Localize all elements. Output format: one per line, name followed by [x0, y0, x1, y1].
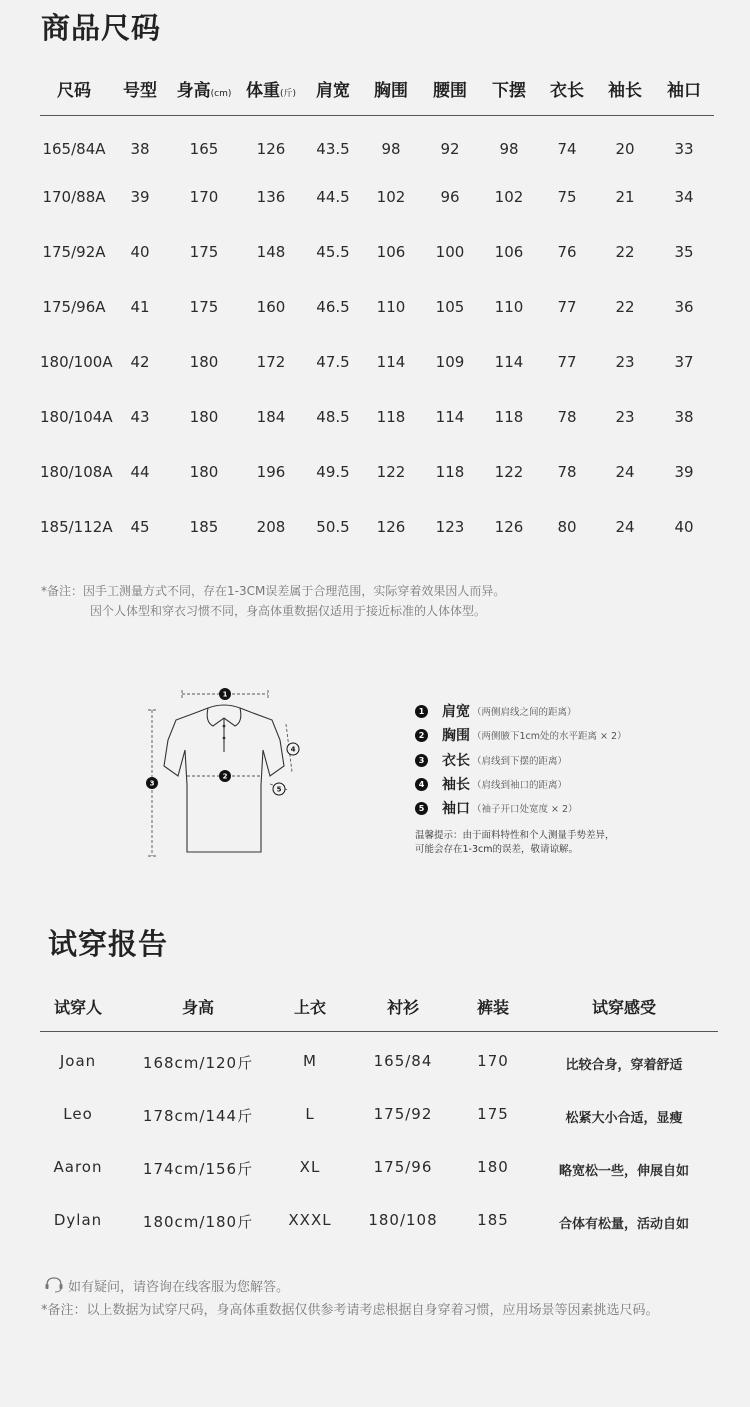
- size-cell: 80: [557, 518, 577, 536]
- trial-cell: 略宽松一些，伸展自如: [558, 1164, 689, 1179]
- size-note-line2: 因个人体型和穿衣习惯不同，身高体重数据仅适用于接近标准的人体体型。: [90, 604, 487, 618]
- customer-service-icon: [44, 1276, 64, 1293]
- trial-cell: 180cm/180斤: [142, 1213, 254, 1231]
- size-cell: 41: [130, 298, 150, 316]
- size-cell: 33: [674, 140, 694, 158]
- size-cell: 77: [557, 298, 577, 316]
- size-cell: 114: [494, 353, 524, 371]
- size-cell: 76: [557, 243, 577, 261]
- header-pants: 裤装: [476, 998, 509, 1017]
- size-cell: 34: [674, 188, 694, 206]
- size-cell: 100: [435, 243, 465, 261]
- size-cell: 24: [615, 463, 635, 481]
- size-cell: 98: [499, 140, 519, 158]
- header-height: 身高(cm): [176, 81, 232, 101]
- size-cell: 185/112A: [40, 518, 113, 536]
- size-cell: 48.5: [316, 408, 350, 426]
- legend-number-badge: 3: [415, 754, 428, 767]
- size-cell: 50.5: [316, 518, 350, 536]
- size-cell: 44.5: [316, 188, 350, 206]
- legend-desc: （肩线到袖口的距离）: [472, 780, 568, 791]
- marker-3: 3: [149, 779, 155, 788]
- size-cell: 114: [376, 353, 406, 371]
- trial-cell: 180: [477, 1158, 509, 1176]
- size-cell: 118: [494, 408, 524, 426]
- legend-desc: （肩线到下摆的距离）: [472, 756, 568, 767]
- size-cell: 180/100A: [40, 353, 113, 371]
- size-cell: 114: [435, 408, 465, 426]
- legend-number-badge: 1: [415, 705, 428, 718]
- trial-cell: 175/92: [373, 1105, 433, 1123]
- size-cell: 175/96A: [42, 298, 106, 316]
- size-cell: 175: [189, 298, 219, 316]
- legend-item: [415, 799, 578, 817]
- size-cell: 172: [256, 353, 286, 371]
- size-cell: 123: [435, 518, 465, 536]
- header-length: 衣长: [550, 81, 584, 101]
- size-cell: 38: [130, 140, 150, 158]
- size-cell: 196: [256, 463, 286, 481]
- size-cell: 23: [615, 408, 635, 426]
- size-cell: 110: [376, 298, 406, 316]
- legend-item: [415, 775, 567, 793]
- trial-table-row: [40, 1158, 718, 1184]
- legend-desc: （两侧肩线之间的距离）: [472, 707, 577, 718]
- size-cell: 43: [130, 408, 150, 426]
- size-cell: 75: [557, 188, 577, 206]
- size-cell: 109: [435, 353, 465, 371]
- size-cell: 22: [615, 243, 635, 261]
- size-cell: 20: [615, 140, 635, 158]
- size-table-row: [40, 298, 714, 328]
- size-cell: 185: [189, 518, 219, 536]
- size-cell: 46.5: [316, 298, 350, 316]
- header-shirt: 衬衫: [386, 998, 419, 1017]
- size-table-header: [40, 76, 714, 112]
- trial-table-header: [40, 995, 718, 1025]
- trial-cell: M: [303, 1052, 317, 1070]
- trial-cell: 185: [477, 1211, 509, 1229]
- trial-cell: Joan: [59, 1052, 97, 1070]
- trial-cell: Leo: [63, 1105, 93, 1123]
- trial-cell: XL: [299, 1158, 321, 1176]
- trial-table-row: [40, 1052, 718, 1078]
- size-cell: 122: [494, 463, 524, 481]
- size-cell: 160: [256, 298, 286, 316]
- size-cell: 39: [674, 463, 694, 481]
- trial-cell: 170: [477, 1052, 509, 1070]
- size-cell: 170/88A: [42, 188, 106, 206]
- trial-cell: Aaron: [53, 1158, 103, 1176]
- size-table-row: [40, 243, 714, 273]
- legend-item: [415, 702, 577, 720]
- size-cell: 175: [189, 243, 219, 261]
- trial-cell: 174cm/156斤: [142, 1160, 254, 1178]
- header-weight: 体重(斤): [245, 81, 297, 101]
- size-cell: 38: [674, 408, 694, 426]
- size-cell: 136: [256, 188, 286, 206]
- size-cell: 126: [494, 518, 524, 536]
- size-cell: 165: [189, 140, 219, 158]
- size-cell: 92: [440, 140, 460, 158]
- size-section-title: 商品尺码: [41, 11, 162, 45]
- size-cell: 180/104A: [40, 408, 113, 426]
- legend-desc: （袖子开口处宽度 × 2）: [472, 804, 578, 815]
- size-cell: 96: [440, 188, 460, 206]
- size-cell: 106: [494, 243, 524, 261]
- trial-table-row: [40, 1211, 718, 1237]
- marker-2: 2: [222, 772, 228, 781]
- size-table-row: [40, 353, 714, 383]
- legend-number-badge: 4: [415, 778, 428, 791]
- size-cell: 180: [189, 463, 219, 481]
- size-cell: 47.5: [316, 353, 350, 371]
- marker-5: 5: [276, 785, 282, 794]
- size-cell: 118: [435, 463, 465, 481]
- size-cell: 36: [674, 298, 694, 316]
- size-cell: 45.5: [316, 243, 350, 261]
- trial-cell: L: [305, 1105, 315, 1123]
- size-table-divider: [40, 115, 714, 116]
- legend-name: 袖口: [442, 801, 470, 817]
- legend-number-badge: 5: [415, 802, 428, 815]
- size-cell: 78: [557, 408, 577, 426]
- trial-cell: 合体有松量，活动自如: [558, 1217, 689, 1232]
- size-cell: 102: [376, 188, 406, 206]
- size-cell: 148: [256, 243, 286, 261]
- legend-item: [415, 726, 627, 744]
- legend-desc: （两侧腋下1cm处的水平距离 × 2）: [472, 731, 627, 742]
- size-cell: 106: [376, 243, 406, 261]
- size-cell: 208: [256, 518, 286, 536]
- trial-cell: 178cm/144斤: [142, 1107, 254, 1125]
- trial-cell: Dylan: [53, 1211, 103, 1229]
- legend-name: 袖长: [442, 777, 470, 793]
- header-top: 上衣: [293, 998, 326, 1017]
- size-cell: 42: [130, 353, 150, 371]
- trial-cell: 180/108: [368, 1211, 438, 1229]
- size-cell: 98: [381, 140, 401, 158]
- header-shoulder: 肩宽: [316, 81, 350, 101]
- size-cell: 78: [557, 463, 577, 481]
- size-cell: 110: [494, 298, 524, 316]
- size-cell: 126: [256, 140, 286, 158]
- size-cell: 43.5: [316, 140, 350, 158]
- size-cell: 40: [674, 518, 694, 536]
- size-cell: 23: [615, 353, 635, 371]
- legend-name: 衣长: [442, 753, 470, 769]
- size-cell: 22: [615, 298, 635, 316]
- header-model: 号型: [123, 81, 157, 101]
- size-cell: 180: [189, 353, 219, 371]
- size-table-row: [40, 188, 714, 218]
- size-cell: 21: [615, 188, 635, 206]
- trial-section-title: 试穿报告: [48, 927, 169, 961]
- header-hem: 下摆: [492, 81, 526, 101]
- trial-table-row: [40, 1105, 718, 1131]
- trial-cell: 175/96: [373, 1158, 433, 1176]
- header-chest: 胸围: [374, 81, 408, 101]
- size-table-row: [40, 518, 714, 548]
- footer-note: *备注：以上数据为试穿尺码，身高体重数据仅供参考请考虑根据自身穿着习惯，应用场景等因素挑选尺码。: [41, 1303, 659, 1318]
- marker-4: 4: [290, 745, 296, 754]
- service-text: 如有疑问，请咨询在线客服为您解答。: [68, 1280, 290, 1295]
- size-cell: 118: [376, 408, 406, 426]
- size-cell: 77: [557, 353, 577, 371]
- marker-1: 1: [222, 690, 228, 699]
- trial-cell: 175: [477, 1105, 509, 1123]
- size-cell: 24: [615, 518, 635, 536]
- measure-tip-line1: 温馨提示：由于面料特性和个人测量手势差异，: [415, 830, 615, 841]
- size-cell: 39: [130, 188, 150, 206]
- trial-cell: XXXL: [288, 1211, 332, 1229]
- size-cell: 45: [130, 518, 150, 536]
- size-cell: 37: [674, 353, 694, 371]
- trial-cell: 165/84: [373, 1052, 433, 1070]
- legend-number-badge: 2: [415, 729, 428, 742]
- legend-name: 胸围: [442, 728, 470, 744]
- size-cell: 40: [130, 243, 150, 261]
- trial-cell: 比较合身，穿着舒适: [565, 1058, 683, 1073]
- legend-name: 肩宽: [442, 704, 470, 720]
- header-feeling: 试穿感受: [591, 998, 656, 1017]
- header-cuff: 袖口: [667, 81, 701, 101]
- size-cell: 122: [376, 463, 406, 481]
- measure-tip-line2: 可能会存在1-3cm的误差，敬请谅解。: [415, 844, 578, 855]
- size-table-row: [40, 463, 714, 493]
- size-cell: 184: [256, 408, 286, 426]
- size-cell: 126: [376, 518, 406, 536]
- size-cell: 165/84A: [42, 140, 106, 158]
- size-table-row: [40, 140, 714, 170]
- trial-table-divider: [40, 1031, 718, 1032]
- size-cell: 170: [189, 188, 219, 206]
- size-cell: 105: [435, 298, 465, 316]
- size-table-row: [40, 408, 714, 438]
- header-sleeve: 袖长: [608, 81, 642, 101]
- size-note-line1: *备注：因手工测量方式不同，存在1-3CM误差属于合理范围，实际穿着效果因人而异。: [41, 584, 506, 598]
- shirt-measure-diagram: [140, 680, 310, 865]
- header-size: 尺码: [57, 81, 91, 101]
- size-cell: 180: [189, 408, 219, 426]
- size-cell: 102: [494, 188, 524, 206]
- header-waist: 腰围: [433, 81, 467, 101]
- size-cell: 180/108A: [40, 463, 113, 481]
- legend-item: [415, 751, 567, 769]
- size-cell: 35: [674, 243, 694, 261]
- header-tester: 试穿人: [53, 998, 102, 1017]
- size-cell: 175/92A: [42, 243, 106, 261]
- trial-cell: 松紧大小合适，显瘦: [565, 1111, 683, 1126]
- size-cell: 49.5: [316, 463, 350, 481]
- size-cell: 44: [130, 463, 150, 481]
- size-cell: 74: [557, 140, 577, 158]
- trial-cell: 168cm/120斤: [142, 1054, 254, 1072]
- header-body: 身高: [181, 998, 214, 1017]
